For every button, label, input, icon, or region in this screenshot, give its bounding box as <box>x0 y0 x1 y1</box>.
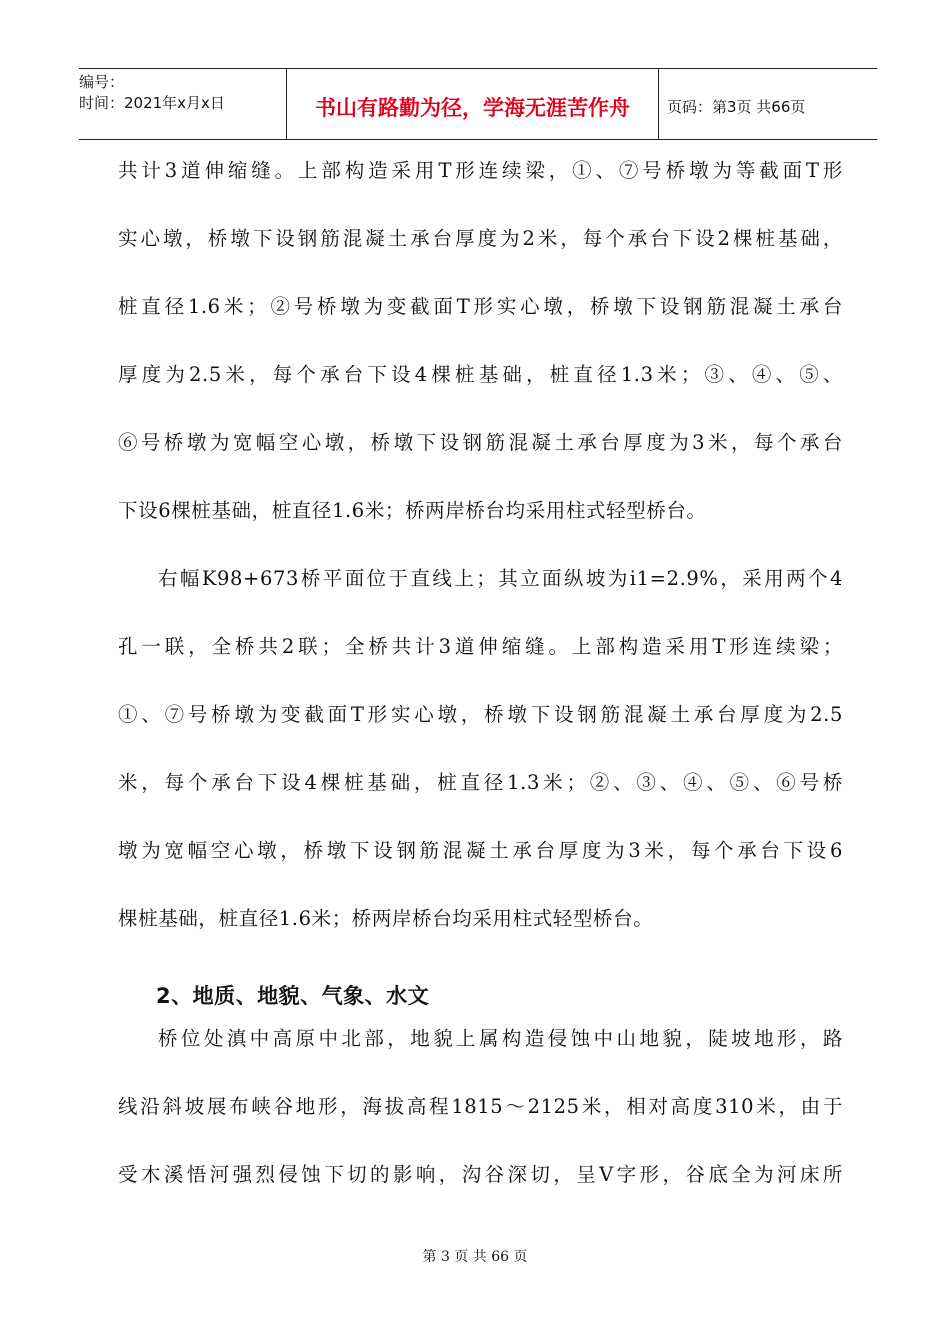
text-line: 右幅K98+673桥平面位于直线上；其立面纵坡为i1=2.9%，采用两个4 <box>158 567 843 590</box>
page-header <box>79 68 877 140</box>
date-label: 时间：2021年x月x日 <box>79 94 225 112</box>
text-line: 棵桩基础，桩直径1.6米；桥两岸桥台均采用柱式轻型桥台。 <box>118 907 654 930</box>
text-line: 墩为宽幅空心墩，桥墩下设钢筋混凝土承台厚度为3米，每个承台下设6 <box>118 839 843 862</box>
text-line: 桩直径1.6米；②号桥墩为变截面T形实心墩，桥墩下设钢筋混凝土承台 <box>118 295 843 318</box>
text-line: 下设6棵桩基础，桩直径1.6米；桥两岸桥台均采用柱式轻型桥台。 <box>118 499 707 522</box>
body-text-bottom <box>118 1016 843 1220</box>
text-line: 实心墩，桥墩下设钢筋混凝土承台厚度为2米，每个承台下设2棵桩基础， <box>118 227 843 250</box>
section-heading: 2、地质、地貌、气象、水文 <box>156 984 430 1008</box>
number-label: 编号： <box>79 73 125 91</box>
header-page-info: 页码：第3页 共66页 <box>667 97 806 116</box>
text-line: 桥位处滇中高原中北部，地貌上属构造侵蚀中山地貌，陡坡地形，路 <box>158 1027 843 1050</box>
header-meta <box>79 69 286 139</box>
text-line: 孔一联，全桥共2联；全桥共计3道伸缩缝。上部构造采用T形连续梁； <box>118 635 843 658</box>
text-line: 厚度为2.5米，每个承台下设4棵桩基础，桩直径1.3米；③、④、⑤、 <box>118 363 843 386</box>
header-motto: 书山有路勤为径，学海无涯苦作舟 <box>286 69 659 139</box>
text-line: 线沿斜坡展布峡谷地形，海拔高程1815～2125米，相对高度310米，由于 <box>118 1095 843 1118</box>
text-line: ⑥号桥墩为宽幅空心墩，桥墩下设钢筋混凝土承台厚度为3米，每个承台 <box>118 431 843 454</box>
text-line: 共计3道伸缩缝。上部构造采用T形连续梁，①、⑦号桥墩为等截面T形 <box>118 159 843 182</box>
text-line: ①、⑦号桥墩为变截面T形实心墩，桥墩下设钢筋混凝土承台厚度为2.5 <box>118 703 843 726</box>
text-line: 受木溪悟河强烈侵蚀下切的影响，沟谷深切，呈V字形，谷底全为河床所 <box>118 1163 843 1186</box>
body-text-top <box>118 148 843 964</box>
page-footer: 第 3 页 共 66 页 <box>422 1249 528 1265</box>
text-line: 米，每个承台下设4棵桩基础，桩直径1.3米；②、③、④、⑤、⑥号桥 <box>118 771 843 794</box>
